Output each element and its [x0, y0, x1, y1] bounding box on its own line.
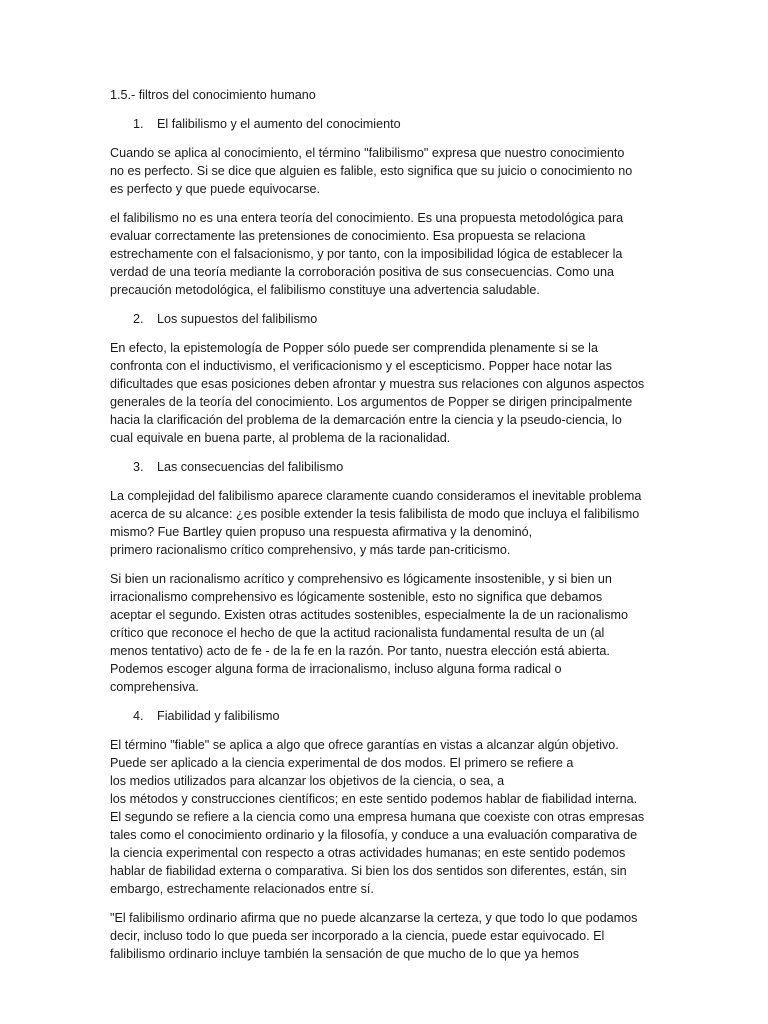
section-heading-2: [110, 310, 660, 328]
text-line: irracionalismo comprehensivo es lógicamente sostenible, esto no significa que debamos: [110, 590, 603, 604]
paragraph: [110, 339, 660, 447]
section-heading-text: El falibilismo y el aumento del conocimiento: [157, 117, 401, 131]
section-heading-3: [110, 458, 660, 476]
text-line: dificultades que esas posiciones deben afrontar y muestra sus relaciones con algunos aspectos: [110, 377, 645, 391]
text-line: estrechamente con el falsacionismo, y por tanto, con la imposibilidad lógica de establecer la: [110, 247, 623, 261]
text-line: primero racionalismo crítico comprehensivo, y más tarde pan-criticismo.: [110, 543, 511, 557]
section-heading-text: Fiabilidad y falibilismo: [157, 709, 280, 723]
text-line: tales como el conocimiento ordinario y la filosofía, y conduce a una evaluación comparativa de: [110, 828, 638, 842]
text-line: la ciencia experimental con respecto a otras actividades humanas; en este sentido podemos: [110, 846, 626, 860]
text-line: cual equivale en buena parte, al problema de la racionalidad.: [110, 431, 451, 445]
text-line: "El falibilismo ordinario afirma que no puede alcanzarse la certeza, y que todo lo que podamos: [110, 911, 638, 925]
text-line: comprehensiva.: [110, 680, 199, 694]
text-line: el falibilismo no es una entera teoría del conocimiento. Es una propuesta metodológica para: [110, 211, 624, 225]
text-line: hablar de fiabilidad externa o comparativa. Si bien los dos sentidos son diferentes, están, sin: [110, 864, 627, 878]
text-line: los métodos y construcciones científicos; en este sentido podemos hablar de fiabilidad interna.: [110, 792, 638, 806]
text-line: El término "fiable" se aplica a algo que ofrece garantías en vistas a alcanzar algún objetivo.: [110, 738, 619, 752]
text-line: mismo? Fue Bartley quien propuso una respuesta afirmativa y la denominó,: [110, 525, 533, 539]
section-number: 4.: [133, 709, 144, 723]
text-line: menos tentativo) acto de fe - de la fe en la razón. Por tanto, nuestra elección está abierta.: [110, 644, 610, 658]
text-line: confronta con el inductivismo, el verificacionismo y el escepticismo. Popper hace notar las: [110, 359, 612, 373]
text-line: los medios utilizados para alcanzar los objetivos de la ciencia, o sea, a: [110, 774, 505, 788]
text-line: Podemos escoger alguna forma de irracionalismo, incluso alguna forma radical o: [110, 662, 562, 676]
document-page: [110, 86, 660, 974]
text-line: falibilismo ordinario incluye también la sensación de que mucho de lo que ya hemos: [110, 947, 580, 961]
paragraph: [110, 570, 660, 696]
paragraph: [110, 909, 660, 963]
text-line: decir, incluso todo lo que pueda ser incorporado a la ciencia, puede estar equivocado. El: [110, 929, 605, 943]
section-heading-1: [110, 115, 660, 133]
section-heading-text: Los supuestos del falibilismo: [157, 312, 318, 326]
text-line: es perfecto y que puede equivocarse.: [110, 182, 321, 196]
document-title: 1.5.- filtros del conocimiento humano: [110, 88, 316, 102]
text-line: no es perfecto. Si se dice que alguien es falible, esto significa que su juicio o conocimiento no: [110, 164, 633, 178]
text-line: Si bien un racionalismo acrítico y comprehensivo es lógicamente insostenible, y si bien un: [110, 572, 612, 586]
section-number: 2.: [133, 312, 144, 326]
text-line: hacia la clarificación del problema de la demarcación entre la ciencia y la pseudo-ciencia, lo: [110, 413, 622, 427]
section-number: 1.: [133, 117, 144, 131]
text-line: verdad de una teoría mediante la corroboración positiva de sus consecuencias. Como una: [110, 265, 615, 279]
paragraph: [110, 487, 660, 559]
text-line: La complejidad del falibilismo aparece claramente cuando consideramos el inevitable problema: [110, 489, 642, 503]
text-line: aceptar el segundo. Existen otras actitudes sostenibles, especialmente la de un racionalismo: [110, 608, 629, 622]
text-line: El segundo se refiere a la ciencia como una empresa humana que coexiste con otras empresas: [110, 810, 645, 824]
text-line: embargo, estrechamente relacionados entre sí.: [110, 882, 374, 896]
paragraph: [110, 144, 660, 198]
text-line: Puede ser aplicado a la ciencia experimental de dos modos. El primero se refiere a: [110, 756, 574, 770]
paragraph: [110, 736, 660, 898]
text-line: generales de la teoría del conocimiento. Los argumentos de Popper se dirigen principalmente: [110, 395, 633, 409]
section-number: 3.: [133, 460, 144, 474]
section-heading-4: [110, 707, 660, 725]
text-line: evaluar correctamente las pretensiones de conocimiento. Esa propuesta se relaciona: [110, 229, 586, 243]
section-heading-text: Las consecuencias del falibilismo: [157, 460, 344, 474]
paragraph: [110, 209, 660, 299]
text-line: En efecto, la epistemología de Popper sólo puede ser comprendida plenamente si se la: [110, 341, 598, 355]
text-line: Cuando se aplica al conocimiento, el término "falibilismo" expresa que nuestro conocimiento: [110, 146, 625, 160]
text-line: precaución metodológica, el falibilismo constituye una advertencia saludable.: [110, 283, 540, 297]
text-line: acerca de su alcance: ¿es posible extender la tesis falibilista de modo que incluya el falibilismo: [110, 507, 640, 521]
text-line: crítico que reconoce el hecho de que la actitud racionalista fundamental resulta de un (al: [110, 626, 605, 640]
